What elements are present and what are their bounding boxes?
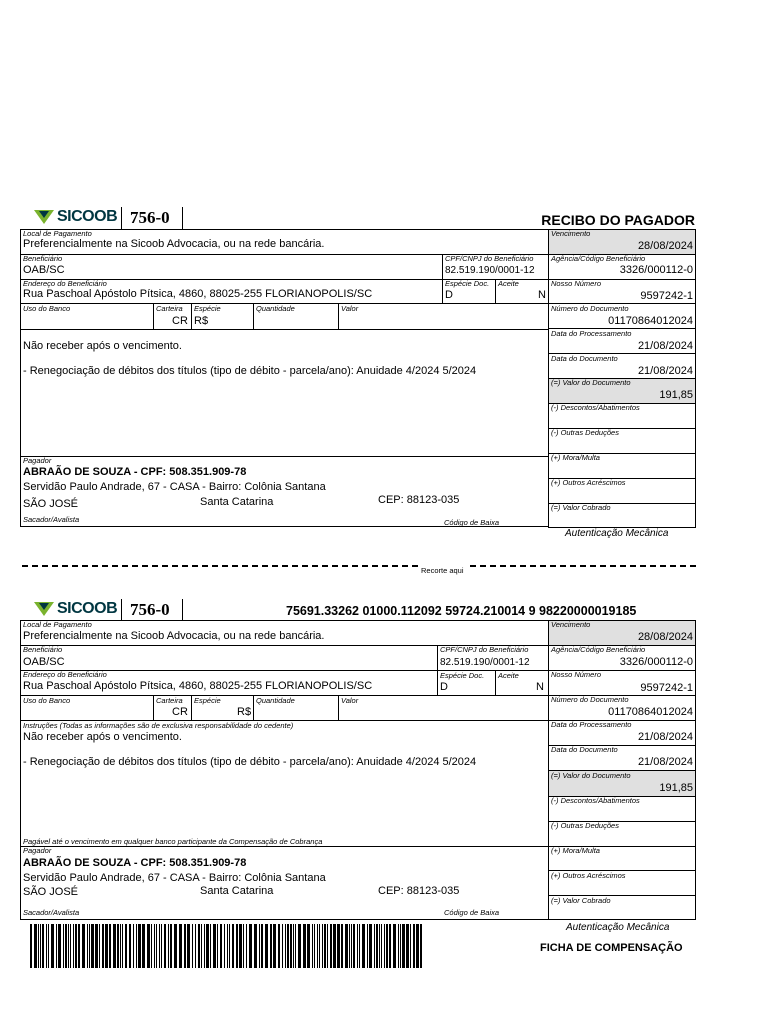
barcode-bar: [174, 924, 177, 968]
barcode-bar: [376, 924, 378, 968]
barcode-bar: [170, 924, 172, 968]
vencimento-value-2: 28/08/2024: [637, 631, 693, 643]
barcode-bar: [270, 924, 272, 968]
barcode-bar: [416, 924, 419, 968]
barcode-bar: [249, 924, 252, 968]
barcode-bar: [34, 924, 37, 968]
pagador-state: Santa Catarina: [200, 496, 274, 508]
mora-label: (+) Mora/Multa: [551, 453, 600, 462]
data-proc-label-2: Data do Processamento: [551, 720, 632, 729]
numero-doc-value: 01170864012024: [608, 315, 693, 327]
barcode-bar: [227, 924, 228, 968]
instruction-1: Não receber após o vencimento.: [23, 340, 182, 352]
deducoes-label-2: (-) Outras Deduções: [551, 821, 619, 830]
endereco-value: Rua Paschoal Apóstolo Pítsica, 4860, 88025-255 FLORIANOPOLIS/SC: [23, 288, 373, 300]
barcode-bar: [265, 924, 268, 968]
uso-banco-label-2: Uso do Banco: [23, 696, 71, 705]
barcode-bar: [136, 924, 137, 968]
barcode-bar: [51, 924, 54, 968]
barcode-bar: [285, 924, 286, 968]
numero-doc-value-2: 01170864012024: [608, 706, 693, 718]
digitable-line: 75691.33262 01000.112092 59724.210014 9 98220000019185: [286, 604, 637, 618]
barcode-bar: [73, 924, 74, 968]
aceite-value: N: [538, 289, 546, 301]
barcode-bar: [125, 924, 127, 968]
barcode-bar: [341, 924, 343, 968]
descontos-label: (-) Descontos/Abatimentos: [551, 403, 640, 412]
pagador-city-2: SÃO JOSÉ: [23, 886, 79, 898]
instruction-1-2: Não receber após o vencimento.: [23, 731, 182, 743]
numero-doc-label: Número do Documento: [551, 304, 629, 313]
cpf-benef-value: 82.519.190/0001-12: [445, 265, 535, 276]
barcode-bar: [198, 924, 200, 968]
acrescimos-label: (+) Outros Acréscimos: [551, 478, 626, 487]
barcode-bar: [393, 924, 396, 968]
aceite-value-2: N: [536, 681, 544, 693]
barcode-bar: [82, 924, 85, 968]
barcode-bar: [298, 924, 301, 968]
slip-title: FICHA DE COMPENSAÇÃO: [540, 942, 683, 954]
local-label-2: Local de Pagamento: [23, 620, 92, 629]
aceite-label-2: Aceite: [498, 671, 519, 680]
barcode-bar: [410, 924, 411, 968]
barcode-bar: [138, 924, 141, 968]
valor-label-2: Valor: [341, 696, 359, 705]
barcode-bar: [259, 924, 260, 968]
barcode-bar: [48, 924, 49, 968]
beneficiario-label-2: Beneficiário: [23, 645, 63, 654]
barcode-bar: [319, 924, 320, 968]
quantidade-label-2: Quantidade: [256, 696, 295, 705]
pagador-name: ABRAÃO DE SOUZA - CPF: 508.351.909-78: [23, 466, 247, 478]
numero-doc-label-2: Número do Documento: [551, 695, 629, 704]
barcode-bar: [381, 924, 382, 968]
barcode-bar: [353, 924, 355, 968]
barcode-bar: [293, 924, 294, 968]
especie-value-2: R$: [237, 706, 252, 718]
valor-label: Valor: [341, 304, 359, 313]
deducoes-label: (-) Outras Deduções: [551, 428, 619, 437]
barcode-bar: [117, 924, 119, 968]
especie-doc-value-2: D: [440, 681, 448, 693]
valor-doc-label-2: (=) Valor do Documento: [551, 771, 631, 780]
especie-label-2: Espécie: [194, 696, 221, 705]
barcode-bar: [91, 924, 94, 968]
barcode-bar: [122, 924, 123, 968]
barcode-bar: [38, 924, 39, 968]
barcode-bar: [192, 924, 193, 968]
barcode-bar: [317, 924, 318, 968]
barcode-bar: [168, 924, 169, 968]
barcode-bar: [87, 924, 88, 968]
barcode-bar: [330, 924, 332, 968]
barcode-bar: [379, 924, 380, 968]
barcode-bar: [400, 924, 401, 968]
barcode-bar: [278, 924, 280, 968]
especie-value: R$: [194, 315, 209, 327]
data-proc-label: Data do Processamento: [551, 329, 632, 338]
sicoob-logo-icon: [34, 210, 54, 224]
barcode-bar: [42, 924, 44, 968]
pagador-address: Servidão Paulo Andrade, 67 - CASA - Bairro: Colônia Santana: [23, 481, 326, 493]
barcode-bar: [204, 924, 205, 968]
nosso-numero-value-2: 9597242-1: [640, 682, 693, 694]
cpf-benef-label: CPF/CNPJ do Beneficiário: [445, 254, 534, 263]
barcode-bar: [217, 924, 218, 968]
barcode-bar: [232, 924, 234, 968]
barcode-bar: [224, 924, 225, 968]
barcode-bar: [307, 924, 310, 968]
agencia-label: Agência/Código Beneficiário: [551, 254, 646, 263]
pagador-cep: CEP: 88123-035: [378, 494, 460, 506]
barcode-bar: [154, 924, 155, 968]
barcode-bar: [349, 924, 350, 968]
barcode-bar: [89, 924, 90, 968]
barcode-bar: [351, 924, 352, 968]
barcode-bar: [406, 924, 409, 968]
especie-doc-label-2: Espécie Doc.: [440, 671, 485, 680]
barcode-bar: [220, 924, 222, 968]
barcode-bar: [384, 924, 385, 968]
bank-code: 756-0: [130, 208, 170, 227]
barcode-bar: [303, 924, 306, 968]
data-doc-label: Data do Documento: [551, 354, 618, 363]
agencia-value-2: 3326/000112-0: [619, 656, 693, 668]
barcode-bar: [389, 924, 391, 968]
instruction-2-2: - Renegociação de débitos dos títulos (tipo de débito - parcela/ano): Anuidade 4/2024 5/2024: [23, 756, 477, 768]
barcode-bar: [359, 924, 360, 968]
pagador-cep-2: CEP: 88123-035: [378, 885, 460, 897]
barcode-bar: [46, 924, 47, 968]
agencia-label-2: Agência/Código Beneficiário: [551, 645, 646, 654]
barcode-bar: [147, 924, 150, 968]
barcode-bar: [261, 924, 263, 968]
barcode-bar: [243, 924, 244, 968]
barcode-bar: [120, 924, 121, 968]
sicoob-logo: SICOOB: [34, 208, 117, 226]
valor-doc-value-2: 191,85: [659, 782, 693, 794]
barcode-bar: [357, 924, 358, 968]
mora-label-2: (+) Mora/Multa: [551, 846, 600, 855]
pagador-label: Pagador: [23, 456, 52, 465]
payable-note: Pagável até o vencimento em qualquer banco participante da Compensação de Cobrança: [23, 837, 323, 846]
cut-line-left: [22, 565, 418, 567]
barcode-bar: [254, 924, 257, 968]
barcode-bar: [213, 924, 216, 968]
barcode-bar: [95, 924, 98, 968]
local-value-2: Preferencialmente na Sicoob Advocacia, ou na rede bancária.: [23, 630, 325, 642]
data-proc-value: 21/08/2024: [637, 340, 693, 352]
cpf-benef-value-2: 82.519.190/0001-12: [440, 657, 530, 668]
vencimento-label-2: Vencimento: [551, 620, 591, 629]
barcode-bar: [337, 924, 340, 968]
barcode-bar: [179, 924, 182, 968]
barcode-bar: [314, 924, 315, 968]
barcode-bar: [40, 924, 41, 968]
barcode-bar: [282, 924, 283, 968]
cpf-benef-label-2: CPF/CNPJ do Beneficiário: [440, 645, 529, 654]
barcode-bar: [187, 924, 190, 968]
barcode-bar: [290, 924, 292, 968]
local-value: Preferencialmente na Sicoob Advocacia, ou na rede bancária.: [23, 238, 325, 250]
barcode-bar: [68, 924, 69, 968]
barcode-bar: [369, 924, 372, 968]
sacador-label-2: Sacador/Avalista: [23, 908, 80, 917]
vencimento-label: Vencimento: [551, 229, 591, 238]
barcode-bar: [239, 924, 242, 968]
carteira-label-2: Carteira: [156, 696, 183, 705]
carteira-label: Carteira: [156, 304, 183, 313]
barcode-bar: [327, 924, 328, 968]
slip-auth-label: Autenticação Mecânica: [566, 922, 670, 933]
nosso-numero-label: Nosso Número: [551, 279, 602, 288]
barcode-bar: [63, 924, 64, 968]
barcode-bar: [195, 924, 196, 968]
especie-doc-value: D: [445, 289, 453, 301]
barcode-bar: [345, 924, 348, 968]
uso-banco-label: Uso do Banco: [23, 304, 71, 313]
codigo-baixa-label: Código de Baixa: [444, 518, 500, 527]
codigo-baixa-label-2: Código de Baixa: [444, 908, 500, 917]
barcode-bar: [105, 924, 108, 968]
barcode-bar: [333, 924, 336, 968]
barcode-bar: [161, 924, 162, 968]
barcode-bar: [295, 924, 296, 968]
barcode-bar: [70, 924, 71, 968]
carteira-value-2: CR: [172, 706, 188, 718]
data-doc-value-2: 21/08/2024: [637, 756, 693, 768]
receipt-title: RECIBO DO PAGADOR: [541, 212, 695, 228]
barcode-bar: [413, 924, 415, 968]
barcode-bar: [78, 924, 80, 968]
data-doc-label-2: Data do Documento: [551, 745, 618, 754]
barcode-bar: [159, 924, 160, 968]
local-label: Local de Pagamento: [23, 229, 92, 238]
endereco-label: Endereço do Beneficiário: [23, 279, 107, 288]
endereco-label-2: Endereço do Beneficiário: [23, 670, 107, 679]
barcode-bar: [402, 924, 405, 968]
barcode-bar: [312, 924, 313, 968]
barcode-bar: [362, 924, 365, 968]
barcode-bar: [374, 924, 375, 968]
sicoob-logo-2: SICOOB: [34, 600, 117, 618]
cut-label: Recorte aqui: [421, 566, 464, 575]
descontos-label-2: (-) Descontos/Abatimentos: [551, 796, 640, 805]
sacador-label: Sacador/Avalista: [23, 515, 80, 524]
quantidade-label: Quantidade: [256, 304, 295, 313]
barcode-bar: [129, 924, 131, 968]
barcode-bar: [156, 924, 157, 968]
barcode-bar: [109, 924, 111, 968]
data-proc-value-2: 21/08/2024: [637, 731, 693, 743]
barcode-bar: [246, 924, 247, 968]
nosso-numero-value: 9597242-1: [640, 290, 693, 302]
pagador-state-2: Santa Catarina: [200, 885, 274, 897]
barcode-bar: [201, 924, 202, 968]
barcode-bar: [273, 924, 276, 968]
barcode-bar: [58, 924, 61, 968]
barcode-bar: [75, 924, 77, 968]
pagador-city: SÃO JOSÉ: [23, 498, 79, 510]
vencimento-value: 28/08/2024: [637, 240, 693, 252]
pagador-address-2: Servidão Paulo Andrade, 67 - CASA - Bairro: Colônia Santana: [23, 872, 326, 884]
especie-label: Espécie: [194, 304, 221, 313]
data-doc-value: 21/08/2024: [637, 365, 693, 377]
barcode-bar: [133, 924, 134, 968]
barcode-bar: [113, 924, 116, 968]
barcode-bar: [142, 924, 145, 968]
nosso-numero-label-2: Nosso Número: [551, 670, 602, 679]
barcode-bar: [210, 924, 211, 968]
barcode-bar: [287, 924, 289, 968]
cut-line-right: [470, 565, 696, 567]
barcode-bar: [236, 924, 238, 968]
beneficiario-value-2: OAB/SC: [23, 656, 65, 668]
barcode-bar: [30, 924, 32, 968]
pagador-label-2: Pagador: [23, 846, 52, 855]
barcode-bar: [398, 924, 399, 968]
pagador-name-2: ABRAÃO DE SOUZA - CPF: 508.351.909-78: [23, 857, 247, 869]
barcode-bar: [229, 924, 230, 968]
aceite-label: Aceite: [498, 279, 519, 288]
barcode-bar: [102, 924, 104, 968]
barcode-bar: [184, 924, 186, 968]
agencia-value: 3326/000112-0: [619, 264, 693, 276]
beneficiario-label: Beneficiário: [23, 254, 63, 263]
barcode-bar: [65, 924, 67, 968]
barcode-bar: [386, 924, 388, 968]
barcode-bar: [164, 924, 166, 968]
carteira-value: CR: [172, 315, 188, 327]
barcode-bar: [99, 924, 100, 968]
cobrado-label-2: (=) Valor Cobrado: [551, 896, 611, 905]
barcode: [30, 924, 426, 968]
beneficiario-value: OAB/SC: [23, 264, 65, 276]
instruction-2: - Renegociação de débitos dos títulos (tipo de débito - parcela/ano): Anuidade 4/2024 5/2024: [23, 365, 477, 377]
barcode-bar: [206, 924, 209, 968]
barcode-bar: [324, 924, 326, 968]
barcode-bar: [151, 924, 152, 968]
cobrado-label: (=) Valor Cobrado: [551, 503, 611, 512]
barcode-bar: [56, 924, 57, 968]
barcode-bar: [322, 924, 323, 968]
endereco-value-2: Rua Paschoal Apóstolo Pítsica, 4860, 88025-255 FLORIANOPOLIS/SC: [23, 680, 373, 692]
instructions-label: Instruções (Todas as informações são de exclusiva responsabilidade do cedente): [23, 721, 294, 730]
bank-code-2: 756-0: [130, 600, 170, 619]
especie-doc-label: Espécie Doc.: [445, 279, 490, 288]
sicoob-logo-icon: [34, 602, 54, 616]
valor-doc-value: 191,85: [659, 389, 693, 401]
valor-doc-label: (=) Valor do Documento: [551, 378, 631, 387]
barcode-bar: [420, 924, 422, 968]
acrescimos-label-2: (+) Outros Acréscimos: [551, 871, 626, 880]
barcode-bar: [367, 924, 368, 968]
receipt-auth-label: Autenticação Mecânica: [565, 528, 669, 539]
